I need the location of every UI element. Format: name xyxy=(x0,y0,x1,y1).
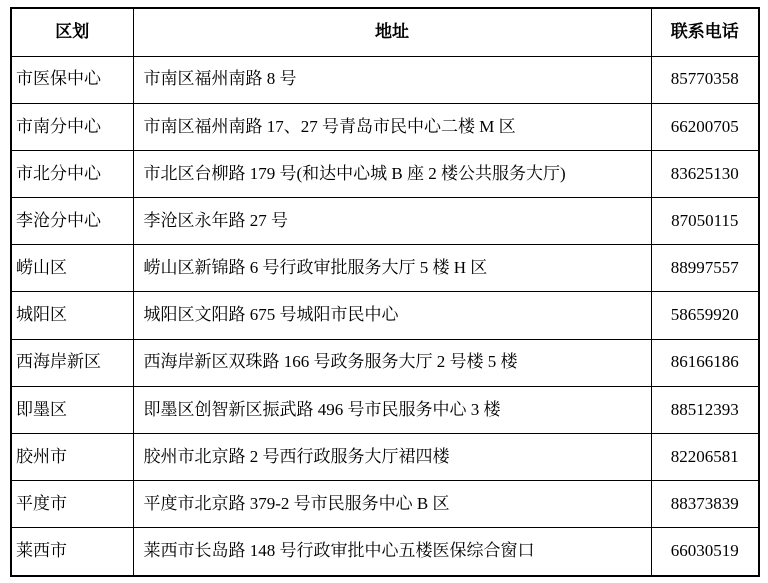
table-row xyxy=(11,528,759,576)
table-row xyxy=(11,339,759,386)
address-cell: 城阳区文阳路 675 号城阳市民中心 xyxy=(133,292,651,339)
district-cell: 市北分中心 xyxy=(11,150,133,197)
address-cell: 崂山区新锦路 6 号行政审批服务大厅 5 楼 H 区 xyxy=(133,245,651,292)
phone-cell: 87050115 xyxy=(651,198,759,245)
phone-cell: 66200705 xyxy=(651,103,759,150)
address-cell: 市北区台柳路 179 号(和达中心城 B 座 2 楼公共服务大厅) xyxy=(133,150,651,197)
contact-table xyxy=(10,7,760,577)
address-cell: 市南区福州南路 17、27 号青岛市民中心二楼 M 区 xyxy=(133,103,651,150)
header-row xyxy=(11,8,759,56)
phone-cell: 82206581 xyxy=(651,433,759,480)
district-cell: 西海岸新区 xyxy=(11,339,133,386)
address-cell: 莱西市长岛路 148 号行政审批中心五楼医保综合窗口 xyxy=(133,528,651,576)
phone-cell: 66030519 xyxy=(651,528,759,576)
district-cell: 市医保中心 xyxy=(11,56,133,103)
address-cell: 李沧区永年路 27 号 xyxy=(133,198,651,245)
address-cell: 市南区福州南路 8 号 xyxy=(133,56,651,103)
table-row xyxy=(11,292,759,339)
table-row xyxy=(11,386,759,433)
district-cell: 即墨区 xyxy=(11,386,133,433)
district-cell: 城阳区 xyxy=(11,292,133,339)
district-cell: 市南分中心 xyxy=(11,103,133,150)
district-cell: 平度市 xyxy=(11,481,133,528)
district-cell: 崂山区 xyxy=(11,245,133,292)
district-cell: 胶州市 xyxy=(11,433,133,480)
phone-cell: 83625130 xyxy=(651,150,759,197)
address-cell: 胶州市北京路 2 号西行政服务大厅裙四楼 xyxy=(133,433,651,480)
address-cell: 西海岸新区双珠路 166 号政务服务大厅 2 号楼 5 楼 xyxy=(133,339,651,386)
header-address: 地址 xyxy=(133,8,651,56)
address-cell: 即墨区创智新区振武路 496 号市民服务中心 3 楼 xyxy=(133,386,651,433)
header-phone: 联系电话 xyxy=(651,8,759,56)
table-row xyxy=(11,481,759,528)
district-cell: 莱西市 xyxy=(11,528,133,576)
district-cell: 李沧分中心 xyxy=(11,198,133,245)
table-row xyxy=(11,198,759,245)
table-row xyxy=(11,433,759,480)
phone-cell: 86166186 xyxy=(651,339,759,386)
phone-cell: 88373839 xyxy=(651,481,759,528)
phone-cell: 88512393 xyxy=(651,386,759,433)
table-row xyxy=(11,56,759,103)
phone-cell: 85770358 xyxy=(651,56,759,103)
address-cell: 平度市北京路 379-2 号市民服务中心 B 区 xyxy=(133,481,651,528)
header-district: 区划 xyxy=(11,8,133,56)
phone-cell: 58659920 xyxy=(651,292,759,339)
phone-cell: 88997557 xyxy=(651,245,759,292)
table-row xyxy=(11,150,759,197)
table-row xyxy=(11,103,759,150)
table-row xyxy=(11,245,759,292)
